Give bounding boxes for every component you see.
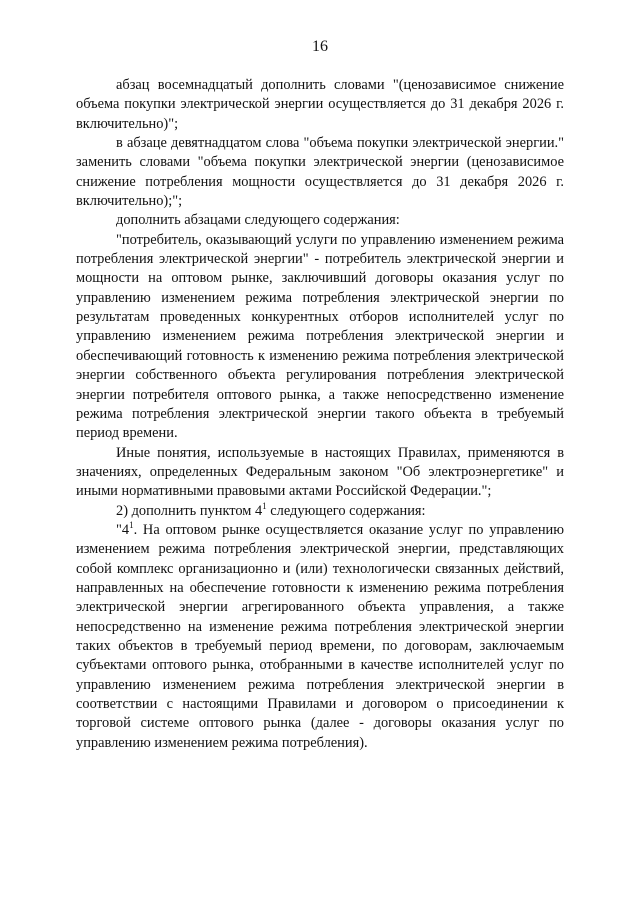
- paragraph-2: в абзаце девятнадцатом слова "объема покупки электрической энергии." заменить словами "объема покупки электрической энергии (ценозависимое снижение потребления мощности осуществляется до 31 декабря 2026 г. включительно);";: [76, 135, 564, 210]
- paragraph-5: Иные понятия, используемые в настоящих Правилах, применяются в значениях, определенных Федеральным законом "Об электроэнергетике" и иными нормативными правовыми актами Российской Федерации.";: [76, 444, 564, 500]
- clause-superscript: 1: [129, 520, 134, 531]
- document-body: [76, 76, 564, 753]
- clause-prefix: "4: [116, 521, 130, 538]
- clause-text: . На оптовом рынке осуществляется оказание услуг по управлению изменением режима потребления электрической энергии, представляющих собой комплекс организационно и (или) технологически связанных действий, направленных на обеспечение готовности к изменению режима потребления электрической энергии агрегированного объекта управления, а также непосредственно на изменение режима потребления электрической энергии таких объектов в требуемый период времени, по договорам, заключаемым субъектами оптового рынка, отобранными в качестве исполнителей услуг по управлению изменением режима потребления электрической энергии в соответствии с настоящими Правилами и договором о присоединении к торговой системе оптового рынка (далее - договоры оказания услуг по управлению изменением режима потребления).: [76, 521, 564, 751]
- item2-prefix: 2) дополнить пунктом 4: [116, 502, 263, 519]
- page-number: 16: [312, 38, 328, 55]
- paragraph-1: абзац восемнадцатый дополнить словами "(ценозависимое снижение объема покупки электрической энергии осуществляется до 31 декабря 2026 г. включительно)";: [76, 77, 564, 132]
- paragraph-4: "потребитель, оказывающий услуги по управлению изменением режима потребления электрической энергии" - потребитель электрической энергии и мощности на оптовом рынке, заключивший договоры оказания услуг по управлению изменением режима потребления электрической энергии по результатам проведенных конкурентных отборов исполнителей услуг по управлению изменением режима потребления электрической энергии и обеспечивающий готовность к изменению режима потребления электрической энергии собственного объекта регулирования потребления электрической энергии потребителя оптового рынка, а также непосредственно изменение режима потребления электрической энергии такого объекта в требуемый период времени.: [76, 231, 564, 442]
- paragraph-item-2: [76, 502, 564, 521]
- item2-superscript: 1: [262, 500, 267, 511]
- paragraph-3: дополнить абзацами следующего содержания:: [116, 212, 400, 229]
- paragraph-clause-4-1: [76, 521, 564, 753]
- item2-suffix: следующего содержания:: [266, 502, 426, 519]
